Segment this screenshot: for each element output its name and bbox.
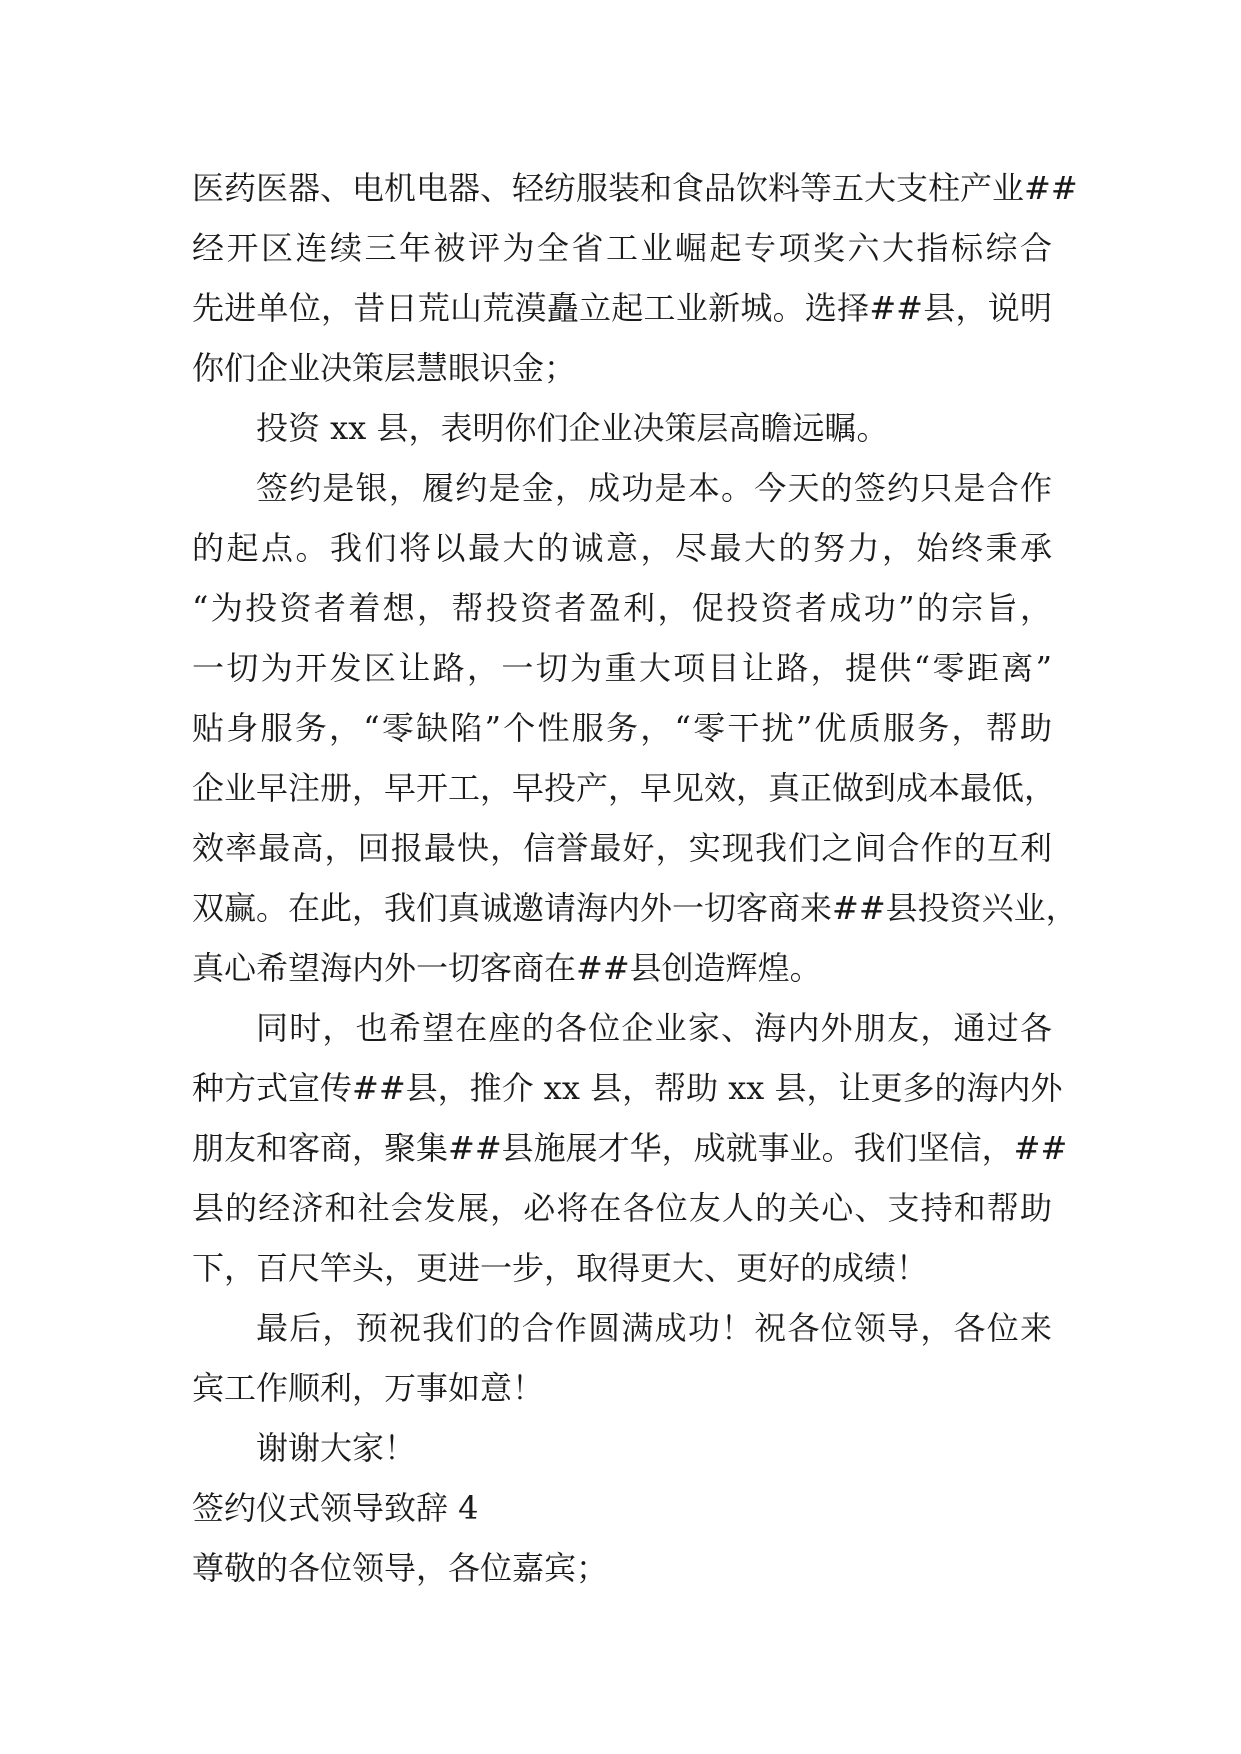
paragraph-line: 宾工作顺利，万事如意！: [192, 1369, 545, 1407]
paragraph-line: 县的经济和社会发展，必将在各位友人的关心、支持和帮助: [192, 1189, 1052, 1227]
paragraph-line: 签约是银，履约是金，成功是本。今天的签约只是合作: [256, 469, 1052, 507]
paragraph-line: 最后，预祝我们的合作圆满成功！祝各位领导，各位来: [256, 1309, 1052, 1347]
paragraph-line: 朋友和客商，聚集##县施展才华，成就事业。我们坚信，##: [192, 1129, 1068, 1167]
paragraph-line: 投资 xx 县，表明你们企业决策层高瞻远瞩。: [256, 409, 889, 447]
paragraph-line: 效率最高，回报最快，信誉最好，实现我们之间合作的互利: [192, 829, 1052, 867]
paragraph-line: 谢谢大家！: [256, 1429, 417, 1467]
paragraph-line: “为投资者着想，帮投资者盈利，促投资者成功”的宗旨，: [192, 589, 1052, 627]
document-body: [192, 158, 1078, 1598]
paragraph-line: 经开区连续三年被评为全省工业崛起专项奖六大指标综合: [192, 229, 1052, 267]
salutation-line: 尊敬的各位领导，各位嘉宾；: [192, 1549, 609, 1587]
paragraph-line: 企业早注册，早开工，早投产，早见效，真正做到成本最低，: [192, 769, 1057, 807]
paragraph-line: 贴身服务，“零缺陷”个性服务，“零干扰”优质服务，帮助: [192, 709, 1052, 747]
paragraph-line: 医药医器、电机电器、轻纺服装和食品饮料等五大支柱产业##: [192, 169, 1078, 207]
paragraph-line: 你们企业决策层慧眼识金；: [192, 349, 577, 387]
paragraph-line: 种方式宣传##县，推介 xx 县，帮助 xx 县，让更多的海内外: [192, 1069, 1063, 1107]
section-heading: 签约仪式领导致辞 4: [192, 1489, 479, 1527]
paragraph-line: 一切为开发区让路，一切为重大项目让路，提供“零距离”: [192, 649, 1052, 687]
paragraph-line: 同时，也希望在座的各位企业家、海内外朋友，通过各: [256, 1009, 1052, 1047]
paragraph-line: 的起点。我们将以最大的诚意，尽最大的努力，始终秉承: [192, 529, 1052, 567]
paragraph-line: 下，百尺竿头，更进一步，取得更大、更好的成绩！: [192, 1249, 929, 1287]
paragraph-line: 先进单位，昔日荒山荒漠矗立起工业新城。选择##县，说明: [192, 289, 1052, 327]
paragraph-line: 真心希望海内外一切客商在##县创造辉煌。: [192, 949, 822, 987]
paragraph-line: 双赢。在此，我们真诚邀请海内外一切客商来##县投资兴业，: [192, 889, 1078, 927]
